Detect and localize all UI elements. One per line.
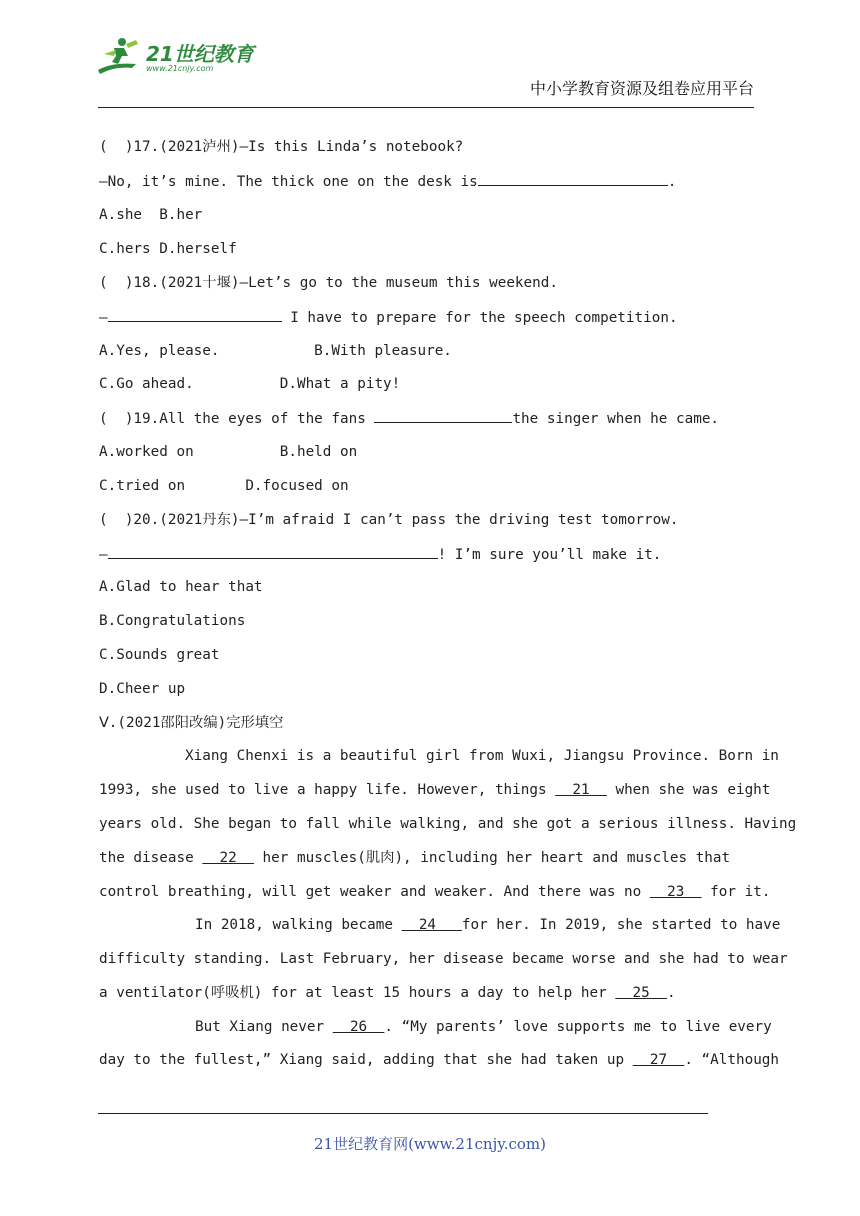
footer-link[interactable]: 21世纪教育网(www.21cnjy.com) [313,1135,546,1153]
header-divider [98,107,754,108]
blank-23[interactable]: 23 [667,884,685,900]
cloze-p1-line3: years old. She began to fall while walking, and she got a serious illness. Having [99,816,797,832]
cloze-text: day to the fullest,” Xiang said, adding that she had taken up [99,1052,633,1068]
logo-url: www.21cnjy.com [146,64,214,73]
q17-reply [99,171,676,192]
blank-24[interactable]: 24 [418,917,437,933]
cloze-p1-line1: Xiang Chenxi is a beautiful girl from Wuxi, Jiangsu Province. Born in [185,748,779,764]
blank-21[interactable]: 21 [572,782,590,798]
cloze-text: for it. [701,884,771,900]
q20-option-d: D.Cheer up [99,681,186,697]
footer-divider [98,1113,708,1114]
cloze-p3-line1 [195,1017,772,1037]
q17-options-2: C.hers D.herself [99,241,237,257]
q18-options-2: C.Go ahead. D.What a pity! [99,376,401,392]
platform-title: 中小学教育资源及组卷应用平台 [529,79,754,98]
cloze-text: when she was eight [606,782,771,798]
answer-blank[interactable] [374,408,512,423]
q17-options-1: A.she B.her [99,207,203,223]
cloze-text: a ventilator(呼吸机) for at least 15 hours a day to help her [99,985,616,1001]
logo-title: 21世纪教育 [146,42,254,66]
cloze-text: for her. In 2019, she started to have [461,917,781,933]
blank-27[interactable]: 27 [649,1052,668,1068]
q18-options-1: A.Yes, please. B.With pleasure. [99,343,452,359]
cloze-p1-line2 [99,780,770,800]
q20-reply-text: ! I’m sure you’ll make it. [437,547,662,563]
cloze-text: her muscles(肌肉), including her heart and muscles that [253,850,731,866]
q19-stem-text: ( )19.All the eyes of the fans [99,411,375,427]
cloze-p2-line1 [195,915,780,935]
blank-26[interactable]: 26 [349,1019,368,1035]
q17-stem: ( )17.(2021泸州)—Is this Linda’s notebook? [99,139,464,155]
cloze-text: the disease [99,850,203,866]
blank-22[interactable]: 22 [219,850,237,866]
q19-stem [99,408,719,429]
q18-reply-text: I have to prepare for the speech competition. [281,310,678,326]
cloze-text: . “Although [684,1052,780,1068]
cloze-p2-line2: difficulty standing. Last February, her disease became worse and she had to wear [99,951,788,967]
cloze-text: 1993, she used to live a happy life. However, things [99,782,556,798]
q18-stem: ( )18.(2021十堰)—Let’s go to the museum this weekend. [99,275,558,291]
cloze-p1-line4 [99,848,730,868]
cloze-text: But Xiang never [195,1019,333,1035]
q20-option-c: C.Sounds great [99,647,220,663]
answer-blank[interactable] [108,544,438,559]
q17-reply-text: —No, it’s mine. The thick one on the desk is [99,174,478,190]
cloze-p2-line3 [99,983,676,1003]
q20-option-b: B.Congratulations [99,613,246,629]
q17-reply-end: . [667,174,677,190]
q20-stem: ( )20.(2021丹东)—I’m afraid I can’t pass the driving test tomorrow. [99,512,679,528]
cloze-text: . [666,985,676,1001]
q20-option-a: A.Glad to hear that [99,579,263,595]
answer-blank[interactable] [478,171,668,186]
q19-stem-end: the singer when he came. [512,411,720,427]
cloze-text: In 2018, walking became [195,917,402,933]
cloze-p3-line2 [99,1050,779,1070]
cloze-text: control breathing, will get weaker and weaker. And there was no [99,884,650,900]
q18-reply-dash: — [99,310,108,326]
section-title: Ⅴ.(2021邵阳改编)完形填空 [99,715,284,731]
site-logo [92,34,262,78]
q20-reply-dash: — [99,547,108,563]
cloze-text: . “My parents’ love supports me to live every [384,1019,772,1035]
q18-reply [99,307,678,328]
cloze-p1-line5 [99,882,770,902]
blank-25[interactable]: 25 [632,985,650,1001]
q19-options-1: A.worked on B.held on [99,444,358,460]
runner-logo-icon [92,34,142,78]
answer-blank[interactable] [108,307,282,322]
q20-reply [99,544,661,565]
q19-options-2: C.tried on D.focused on [99,478,349,494]
